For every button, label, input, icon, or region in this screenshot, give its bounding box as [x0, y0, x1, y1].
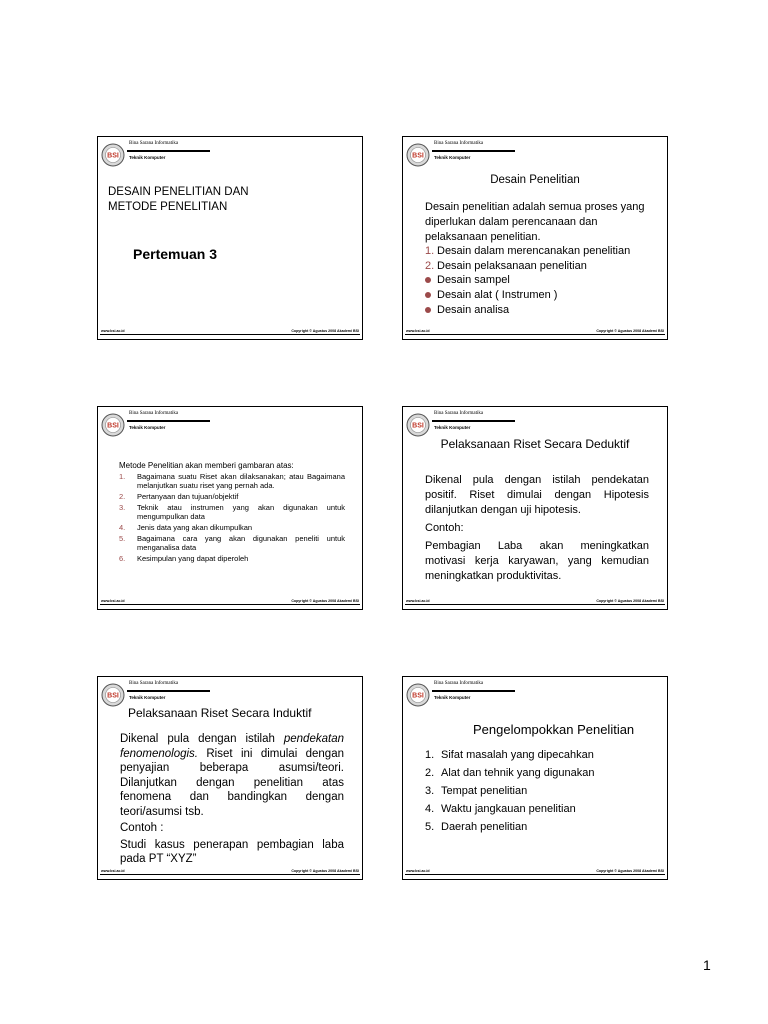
institution-name: Bina Sarana Informatika: [434, 141, 484, 146]
footer-divider: [100, 604, 360, 605]
header-divider: [127, 420, 210, 422]
slide-list: [425, 244, 665, 318]
list-item: 5. Bagaimana cara yang akan digunakan peneliti untuk menganalisa data: [119, 534, 345, 552]
footer-divider: [405, 604, 665, 605]
bsi-logo-icon: [406, 683, 430, 707]
footer-url: www.bsi.ac.id: [406, 869, 430, 873]
list-item: Desain analisa: [425, 303, 665, 318]
bsi-logo-icon: [101, 143, 125, 167]
list-item: 2. Pertanyaan dan tujuan/objektif: [119, 492, 239, 501]
paragraph: Dikenal pula dengan istilah pendekatan positif. Riset dimulai dengan Hipotesis dilanjutkan dengan uji hipotesis.: [425, 474, 649, 516]
slide-title: DESAIN PENELITIAN DAN METODE PENELITIAN: [108, 186, 249, 213]
footer-divider: [100, 334, 360, 335]
list-item: 4. Waktu jangkauan penelitian: [425, 803, 576, 815]
svg-text:BSI: BSI: [107, 692, 119, 700]
bsi-logo-icon: [101, 413, 125, 437]
paragraph: Studi kasus penerapan pembagian laba pada PT “XYZ”: [120, 838, 344, 865]
slide-list: [425, 746, 655, 836]
header-divider: [432, 690, 515, 692]
institution-name: Bina Sarana Informatika: [129, 681, 179, 686]
slide-title: Pelaksanaan Riset Secara Induktif: [128, 706, 312, 720]
department-name: Teknik Komputer: [434, 695, 471, 700]
slide-5: [97, 676, 363, 880]
bullet-icon: [425, 307, 431, 313]
header-divider: [127, 150, 210, 152]
slide-title: Pengelompokkan Penelitian: [473, 722, 635, 737]
list-item: Desain alat ( Instrumen ): [425, 288, 665, 303]
institution-name: Bina Sarana Informatika: [129, 141, 179, 146]
paragraph: Pembagian Laba akan meningkatkan motivasi kerja karyawan, yang kemudian meningkatkan produktivitas.: [425, 540, 649, 582]
slide-title: Desain Penelitian: [490, 174, 580, 186]
department-name: Teknik Komputer: [434, 425, 471, 430]
list-item: 3. Tempat penelitian: [425, 785, 528, 797]
contoh-label: Contoh:: [425, 522, 464, 534]
list-item: 6. Kesimpulan yang dapat diperoleh: [119, 554, 249, 563]
footer-copyright: Copyright © Agustus 2008 Akademi BSI: [596, 599, 664, 603]
department-name: Teknik Komputer: [129, 695, 166, 700]
svg-text:BSI: BSI: [412, 422, 424, 430]
list-item: 4. Jenis data yang akan dikumpulkan: [119, 523, 253, 532]
svg-text:BSI: BSI: [412, 692, 424, 700]
footer-url: www.bsi.ac.id: [406, 599, 430, 603]
list-item: 1. Desain dalam merencanakan penelitian: [425, 245, 631, 257]
slide-subtitle: Pertemuan 3: [133, 246, 218, 262]
slide-body: [120, 732, 344, 867]
header-divider: [432, 420, 515, 422]
list-item: 1. Sifat masalah yang dipecahkan: [425, 749, 594, 761]
footer-copyright: Copyright © Agustus 2008 Akademi BSI: [291, 869, 359, 873]
page-number: 1: [703, 957, 711, 973]
slide-6: [402, 676, 668, 880]
paragraph: Dikenal pula dengan istilah pendekatan fenomenologis. Riset ini dimulai dengan penyajian beberapa asumsi/teori. Dilanjutkan dengan penelitian atas fenomena dan bandingkan dengan teori/asumsi tsb.: [120, 733, 344, 818]
bsi-logo-icon: [406, 413, 430, 437]
department-name: Teknik Komputer: [129, 425, 166, 430]
contoh-label: Contoh :: [120, 822, 164, 834]
slide-intro: Metode Penelitian akan memberi gambaran atas:: [119, 461, 294, 470]
bsi-logo-icon: [101, 683, 125, 707]
bullet-icon: [425, 292, 431, 298]
list-item: 2. Desain pelaksanaan penelitian: [425, 259, 587, 272]
bsi-logo-icon: [406, 143, 430, 167]
footer-url: www.bsi.ac.id: [101, 869, 125, 873]
footer-divider: [405, 874, 665, 875]
footer-copyright: Copyright © Agustus 2008 Akademi BSI: [596, 869, 664, 873]
list-item: 3. Teknik atau instrumen yang akan digunakan untuk mengumpulkan data: [119, 503, 345, 521]
footer-copyright: Copyright © Agustus 2008 Akademi BSI: [291, 599, 359, 603]
slide-3: [97, 406, 363, 610]
svg-text:BSI: BSI: [412, 152, 424, 160]
list-item: 5. Daerah penelitian: [425, 821, 528, 833]
footer-copyright: Copyright © Agustus 2008 Akademi BSI: [596, 329, 664, 333]
slide-title: Pelaksanaan Riset Secara Deduktif: [440, 437, 630, 451]
footer-copyright: Copyright © Agustus 2008 Akademi BSI: [291, 329, 359, 333]
department-name: Teknik Komputer: [129, 155, 166, 160]
header-divider: [432, 150, 515, 152]
list-item: 2. Alat dan tehnik yang digunakan: [425, 767, 595, 779]
institution-name: Bina Sarana Informatika: [129, 411, 179, 416]
slide-list: [119, 472, 345, 563]
footer-url: www.bsi.ac.id: [406, 329, 430, 333]
institution-name: Bina Sarana Informatika: [434, 411, 484, 416]
logo-text: BSI: [107, 152, 119, 160]
slide-body: [425, 473, 649, 584]
footer-divider: [405, 334, 665, 335]
institution-name: Bina Sarana Informatika: [434, 681, 484, 686]
footer-divider: [100, 874, 360, 875]
slide-1: [97, 136, 363, 340]
bullet-icon: [425, 277, 431, 283]
footer-url: www.bsi.ac.id: [101, 329, 125, 333]
slide-intro: Desain penelitian adalah semua proses yang diperlukan dalam perencanaan dan pelaksanaan penelitian.: [425, 201, 645, 243]
department-name: Teknik Komputer: [434, 155, 471, 160]
header-divider: [127, 690, 210, 692]
list-item: 1. Bagaimana suatu Riset akan dilaksanakan; atau Bagaimana melanjutkan suatu riset yang pernah ada.: [119, 472, 345, 490]
svg-text:BSI: BSI: [107, 422, 119, 430]
footer-url: www.bsi.ac.id: [101, 599, 125, 603]
list-item: Desain sampel: [425, 273, 665, 288]
slide-2: [402, 136, 668, 340]
slide-4: [402, 406, 668, 610]
